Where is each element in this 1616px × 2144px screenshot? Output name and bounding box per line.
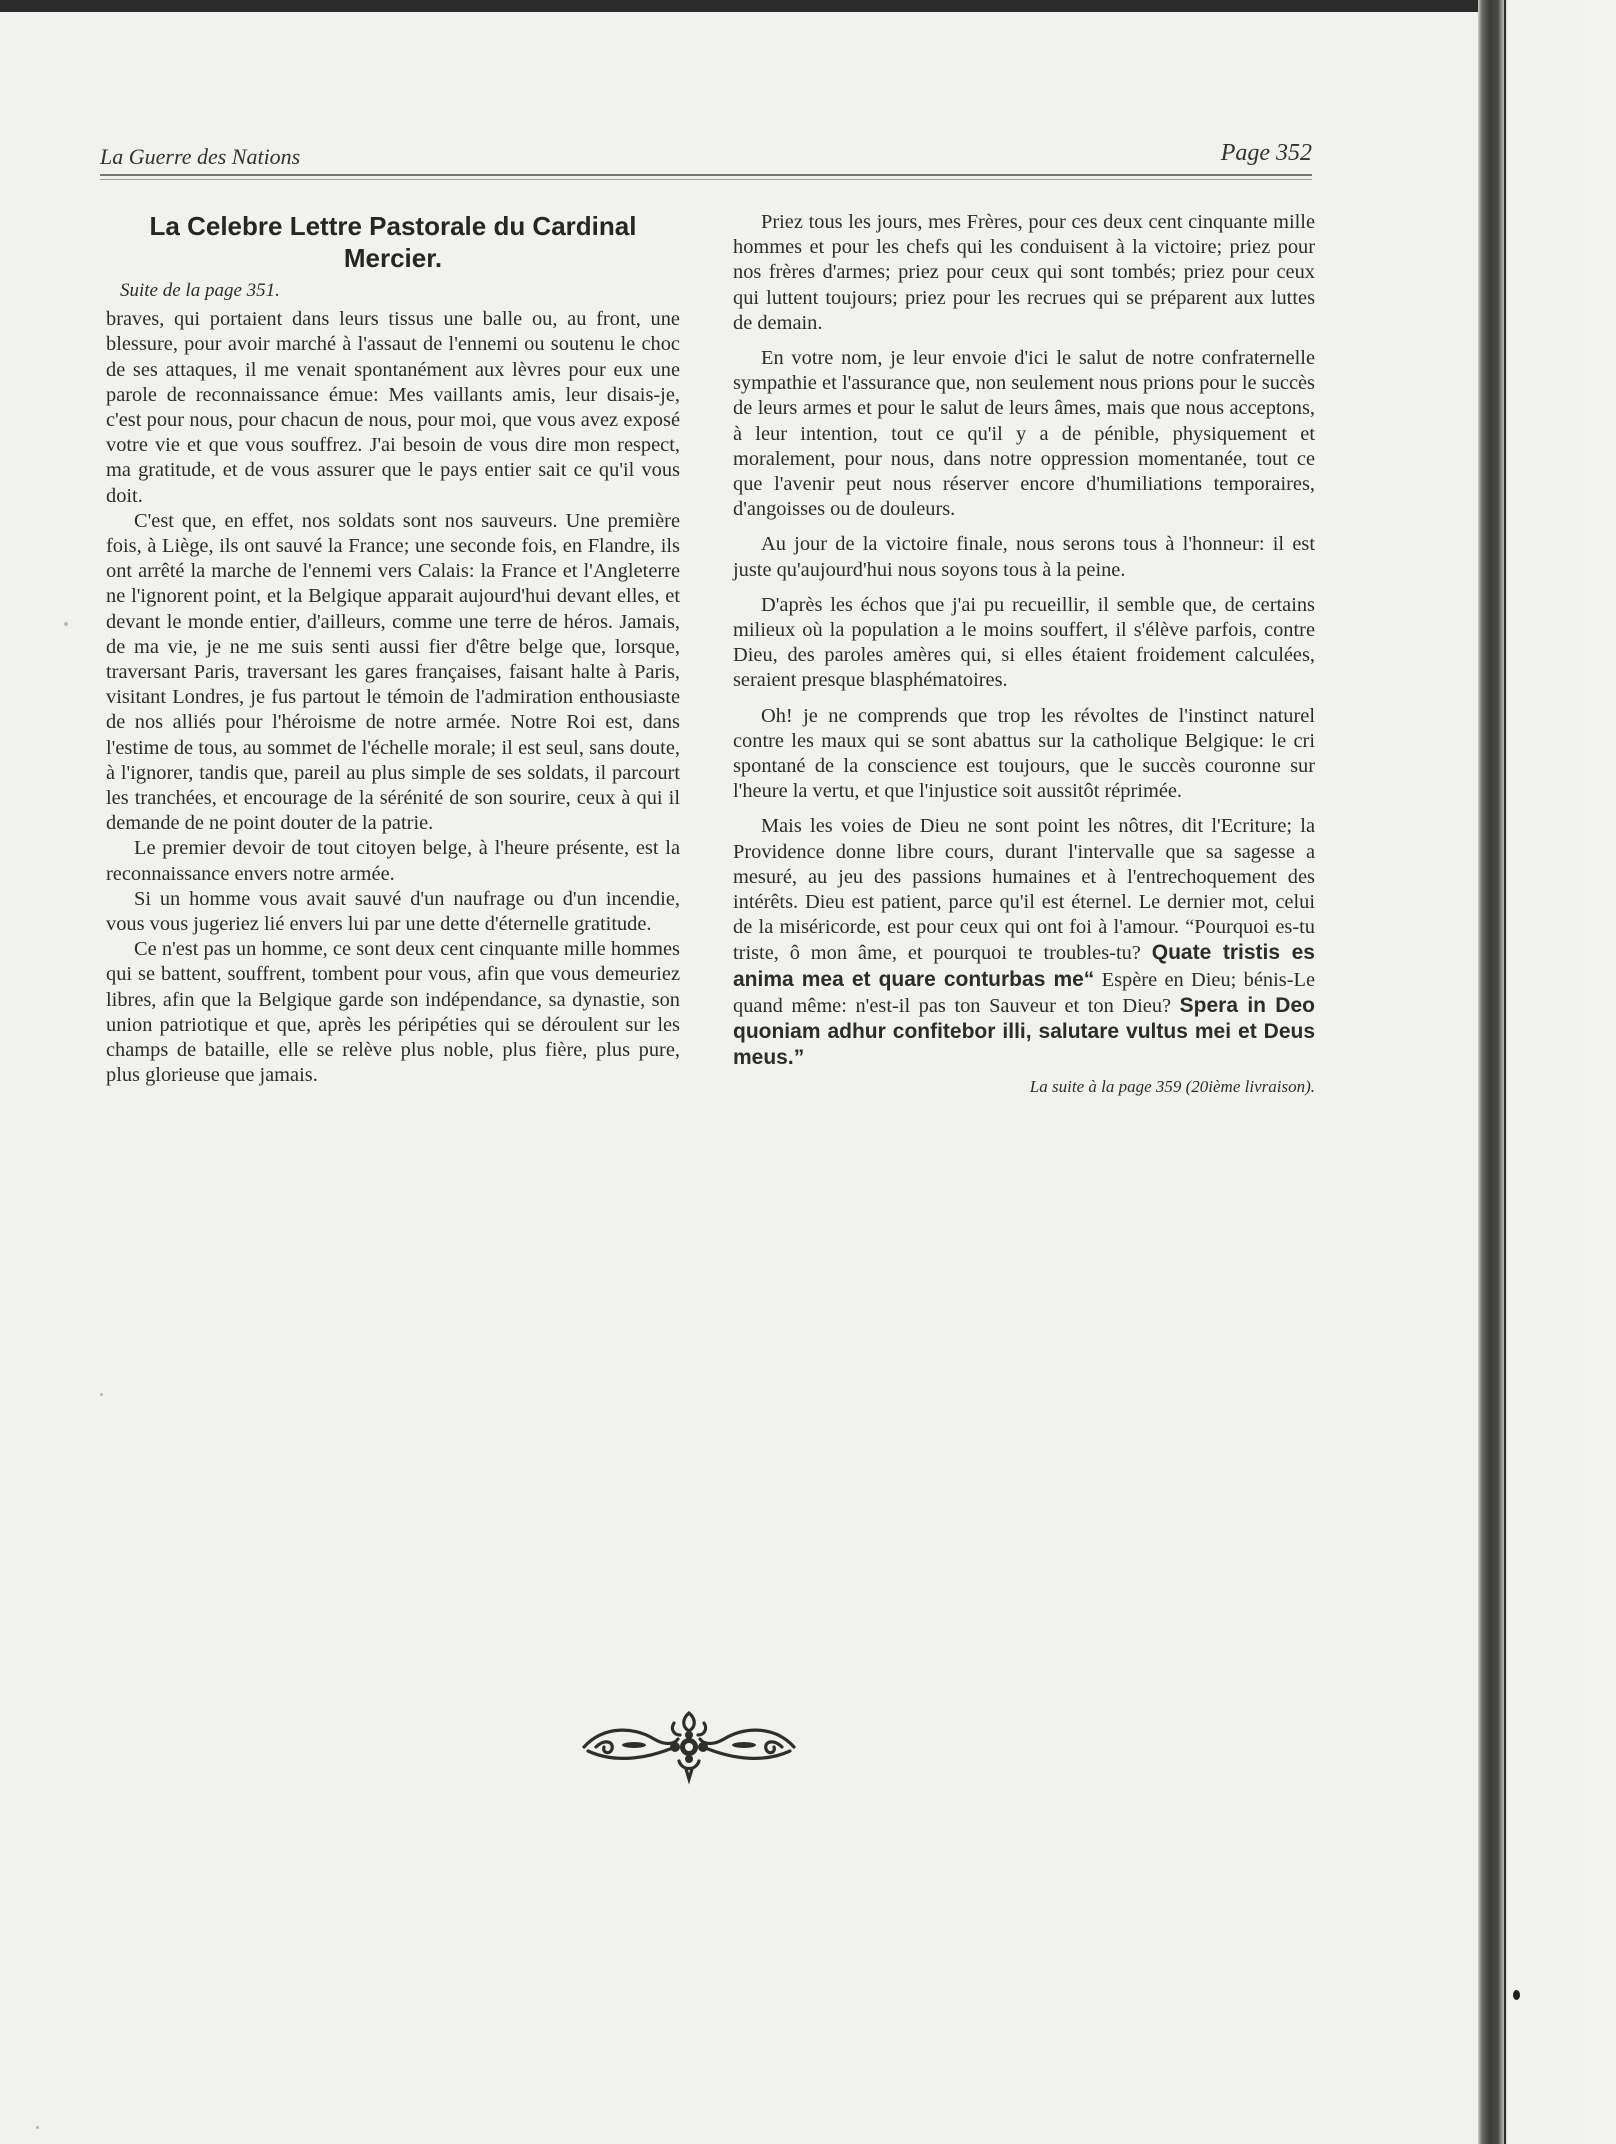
- scan-right-edge: [1478, 0, 1616, 2144]
- paragraph: D'après les échos que j'ai pu recueillir, il semble que, de certains milieux où la population a le moins souffert, il s'élève parfois, contre Dieu, des paroles amères qui, si elles étaient froidement calculées, seraient presque blasphématoires.: [733, 593, 1315, 692]
- paper-speck: [36, 2126, 39, 2129]
- paragraph-text: Mais les voies de Dieu ne sont point les nôtres, dit l'Ecriture; la Providence donne libre cours, durant l'intervalle que sa sagesse a mesuré, au jeu des passions humaines et à l'entrechoquement des intérêts. Dieu est patient, parce qu'il est éternel. Le dernier mot, celui de la miséricorde, est pour ceux qui ont foi à l'amour. “Pourquoi es-tu triste, ô mon âme, et pourquoi te troubles-tu?: [733, 815, 1315, 965]
- paper-speck: [64, 622, 68, 626]
- page-number: Page 352: [1220, 140, 1312, 166]
- continued-from: Suite de la page 351.: [120, 280, 280, 301]
- publication-title: La Guerre des Nations: [100, 144, 301, 169]
- latin-quote: Quate tristis es anima mea et quare conturbas me“: [733, 941, 1315, 991]
- left-column: [106, 210, 680, 1089]
- paragraph: Au jour de la victoire finale, nous serons tous à l'honneur: il est juste qu'aujourd'hui nous soyons tous à la peine.: [733, 533, 1315, 581]
- paragraph: En votre nom, je leur envoie d'ici le salut de notre confraternelle sympathie et l'assurance que, non seulement nous prions pour le succès de leurs armes et pour le salut de leurs âmes, mais que nous acceptons, à leur intention, tout ce qu'il y a de pénible, physiquement et moralement, pour nous, dans notre oppression momentanée, tout ce que l'avenir peut nous réserver encore d'humiliations temporaires, d'angoisses ou de douleurs.: [733, 347, 1315, 521]
- final-paragraph: [733, 814, 1315, 1071]
- latin-quote: Spera in Deo quoniam adhur confitebor illi, salutare vultus mei et Deus meus.”: [733, 993, 1315, 1070]
- right-column: [733, 210, 1315, 1099]
- paragraph-text: Espère en Dieu; bénis-Le quand même: n'est-il pas ton Sauveur et ton Dieu?: [733, 968, 1315, 1017]
- article-title: La Celebre Lettre Pastorale du Cardinal Mercier.: [149, 211, 637, 273]
- paragraph: Priez tous les jours, mes Frères, pour ces deux cent cinquante mille hommes et pour les chefs qui les conduisent à la victoire; priez pour nos frères d'armes; priez pour ceux qui sont tombés; priez pour ceux qui luttent toujours; priez pour les recrues qui se préparent aux luttes de demain.: [733, 211, 1315, 334]
- paragraph: Si un homme vous avait sauvé d'un naufrage ou d'un incendie, vous vous jugeriez lié envers lui par une dette d'éternelle gratitude.: [106, 887, 680, 936]
- paragraph: Oh! je ne comprends que trop les révoltes de l'instinct naturel contre les maux qui se sont abattus sur la catholique Belgique: le cri spontané de la conscience est toujours, que le succès couronne sur l'heure la vertu, et que l'injustice soit aussitôt réprimée.: [733, 704, 1315, 803]
- header-rule: [100, 174, 1312, 176]
- fleuron-ornament-icon: [574, 1695, 804, 1785]
- binding-line: [1504, 0, 1506, 2144]
- continued-to: La suite à la page 359 (20ième livraison).: [1029, 1076, 1315, 1096]
- paragraph: Ce n'est pas un homme, ce sont deux cent cinquante mille hommes qui se battent, souffrent, tombent pour vous, afin que vous demeuriez libres, afin que la Belgique garde son indépendance, sa dynastie, son union patriotique et que, après les péripéties qui se déroulent sur les champs de bataille, elle se relève plus noble, plus fière, plus pure, plus glorieuse que jamais.: [106, 938, 680, 1087]
- paragraph: braves, qui portaient dans leurs tissus une balle ou, au front, une blessure, pour avoir marché à l'assaut de l'ennemi ou soutenu le choc de ses attaques, il me venait spontanément aux lèvres pour eux une parole de reconnaissance émue: Mes vaillants amis, leur disais-je, c'est pour nous, pour chacun de nous, pour moi, que vous avez exposé votre vie et que vous souffrez. J'ai besoin de vous dire mon respect, ma gratitude, et de vous assurer que le pays entier sait ce qu'il vous doit.: [106, 308, 680, 507]
- scan-top-border: [0, 0, 1616, 12]
- ink-mark: [1513, 1990, 1520, 2000]
- paper-speck: [100, 1393, 103, 1396]
- header-rule-thin: [100, 179, 1312, 180]
- paragraph: C'est que, en effet, nos soldats sont nos sauveurs. Une première fois, à Liège, ils ont sauvé la France; une seconde fois, en Flandre, ils ont arrêté la marche de l'ennemi vers Calais: la France et l'Angleterre ne l'ignorent point, et la Belgique apparait aujourd'hui devant elles, et devant le monde entier, d'ailleurs, comme une terre de héros. Jamais, de ma vie, je ne me suis senti aussi fier d'être belge que, lorsque, traversant Paris, traversant les gares françaises, faisant halte à Paris, visitant Londres, je fus partout le témoin de l'admiration enthousiaste de nos alliés pour l'héroisme de notre armée. Notre Roi est, dans l'estime de tous, au sommet de l'échelle morale; il est seul, sans doute, à l'ignorer, tandis que, pareil au plus simple de ses soldats, il parcourt les tranchées, et encourage de la sérénité de son sourire, ceux à qui il demande de ne point douter de la patrie.: [106, 509, 680, 835]
- paragraph: Le premier devoir de tout citoyen belge, à l'heure présente, est la reconnaissance envers notre armée.: [106, 837, 680, 885]
